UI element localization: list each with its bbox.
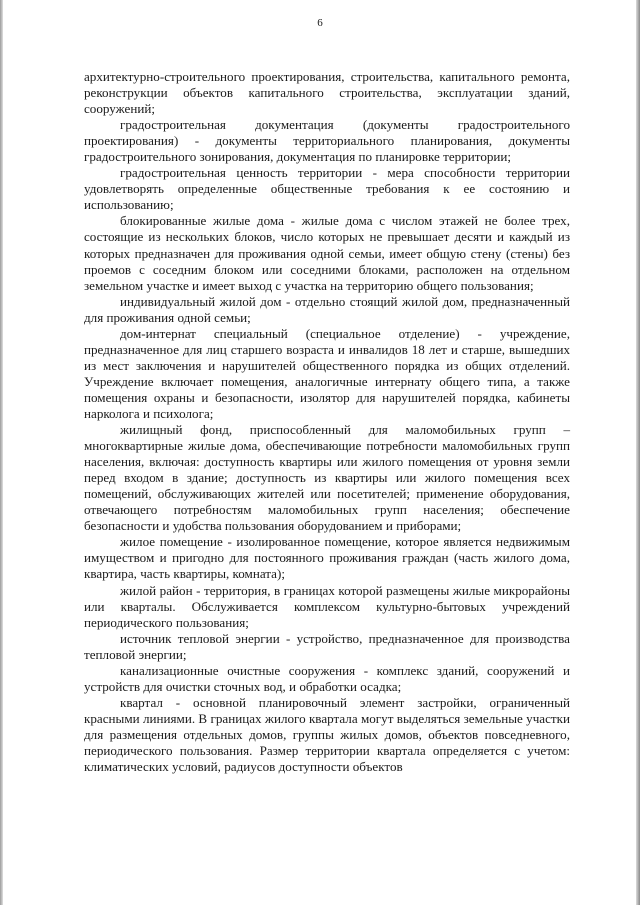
paragraph-definition: квартал - основной планировочный элемент застройки, ограниченный красными линиями. В границах жилого квартала могут выделяться земельные участки для размещения отдельных домов, группы жилых домов, объектов повседневного, периодического пользования. Размер территории квартала определяется с учетом: климатических условий, радиусов доступности объектов [84, 694, 570, 775]
paragraph-definition: жилищный фонд, приспособленный для маломобильных групп – многоквартирные жилые дома, обеспечивающие потребности маломобильных групп населения, включая: доступность квартиры или жилого помещения от уровня земли перед входом в здание; доступность из квартиры или жилого помещения всех помещений, обслуживающих жителей или посетителей; применение оборудования, отвечающего потребностям маломобильных групп населения; обеспечение безопасности и удобства пользования оборудованием и приборами; [84, 422, 570, 534]
scan-edge-right [636, 0, 640, 905]
paragraph-definition: жилое помещение - изолированное помещение, которое является недвижимым имуществом и пригодно для постоянного проживания граждан (часть жилого дома, квартира, часть квартиры, комната); [84, 534, 570, 582]
paragraph-definition: градостроительная ценность территории - мера способности территории удовлетворять определенные общественные требования к ее состоянию и использованию; [84, 165, 570, 213]
paragraph-definition: индивидуальный жилой дом - отдельно стоящий жилой дом, предназначенный для проживания одной семьи; [84, 293, 570, 325]
paragraph-definition: градостроительная документация (документы градостроительного проектирования) - документы территориального планирования, документы градостроительного зонирования, документация по планировке территории; [84, 117, 570, 165]
paragraph-continuation: архитектурно-строительного проектирования, строительства, капитального ремонта, реконструкции объектов капитального строительства, эксплуатации зданий, сооружений; [84, 69, 570, 117]
paragraph-definition: источник тепловой энергии - устройство, предназначенное для производства тепловой энергии; [84, 630, 570, 662]
paragraph-definition: канализационные очистные сооружения - комплекс зданий, сооружений и устройств для очистки сточных вод, и обработки осадка; [84, 662, 570, 694]
paragraph-definition: блокированные жилые дома - жилые дома с числом этажей не более трех, состоящие из нескольких блоков, число которых не превышает десяти и каждый из которых предназначен для проживания одной семьи, имеет общую стену (стены) без проемов с соседним блоком или соседними блоками, расположен на отдельном земельном участке и имеет выход с участка на территорию общего пользования; [84, 213, 570, 293]
page-number: 6 [317, 17, 323, 29]
scan-edge-left [0, 0, 3, 905]
document-body [84, 69, 570, 775]
paragraph-definition: дом-интернат специальный (специальное отделение) - учреждение, предназначенное для лиц старшего возраста и инвалидов 18 лет и старше, вышедших из мест заключения и нарушителей общественного порядка из общих отделений. Учреждение включает помещения, аналогичные интернату общего типа, а также помещения охраны и безопасности, изолятор для нарушителей порядка, кабинеты нарколога и психолога; [84, 325, 570, 421]
paragraph-definition: жилой район - территория, в границах которой размещены жилые микрорайоны или кварталы. Обслуживается комплексом культурно-бытовых учреждений периодического пользования; [84, 582, 570, 630]
